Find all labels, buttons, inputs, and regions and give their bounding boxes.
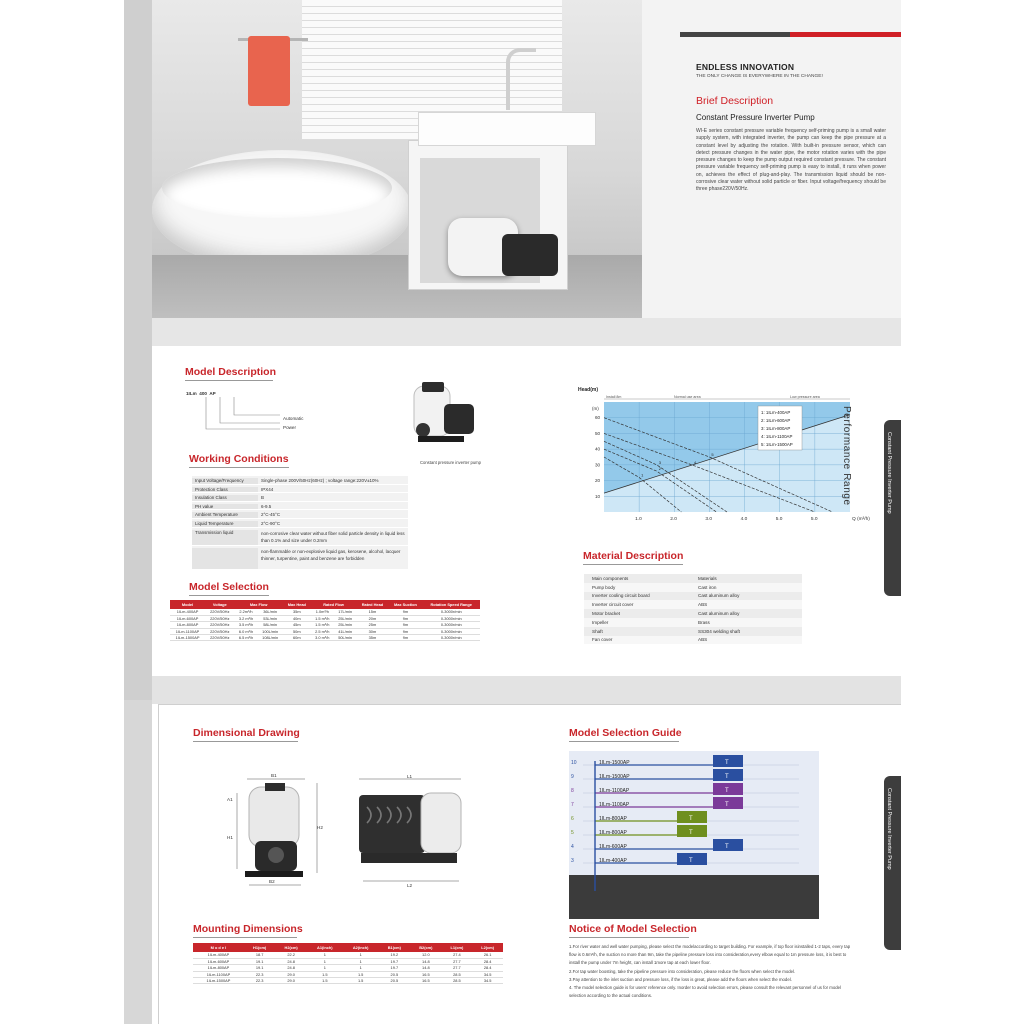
side-tab-upper[interactable] <box>884 420 901 596</box>
material-value: SS304 welding shaft <box>698 628 740 634</box>
guide-floor-number: 8 <box>571 788 574 794</box>
table-cell: 1ILm-400AP <box>170 609 205 615</box>
row-key: Input Voltage/Frequency <box>192 478 258 484</box>
performance-chart-svg <box>576 382 870 542</box>
col-voltage: Voltage <box>205 600 234 609</box>
table-cell: 35m <box>356 635 388 641</box>
chart-series-id: 2 <box>658 466 661 472</box>
table-cell: 22.3 <box>244 978 276 984</box>
chart-x-tick: 1.0 <box>635 517 642 522</box>
mounting-dimensions-table <box>193 943 503 984</box>
table-cell: 30m <box>356 628 388 634</box>
table-cell: 20.5 <box>379 978 411 984</box>
guide-tank-glyph: T <box>725 788 729 794</box>
notice-line: install the pump under 7m height, can install 1more tap at each lower floor. <box>569 960 711 966</box>
table-row <box>584 627 802 636</box>
guide-floor-number: 10 <box>571 760 577 766</box>
chart-legend-entry: 3: 1ILm-800AP <box>761 426 791 431</box>
dim-label-l2: L2 <box>407 883 413 888</box>
table-row <box>192 476 408 485</box>
table-cell: 14.8 <box>410 958 442 964</box>
label-automatic: Automatic <box>283 416 304 421</box>
table-cell: 12.0 <box>410 952 442 958</box>
table-cell: 24.8 <box>275 965 307 971</box>
table-header-cell: A1(inch) <box>307 943 343 952</box>
model-code-diagram <box>200 397 290 435</box>
table-cell: 45m <box>283 622 311 628</box>
title-underline <box>193 741 298 742</box>
title-underline <box>189 467 289 468</box>
table-cell: 19.1 <box>244 965 276 971</box>
table-cell: 1.0m³/h <box>311 609 334 615</box>
table-cell: 16.5 <box>410 971 442 977</box>
model-code: 1ILm 400 AP <box>186 391 216 396</box>
table-row <box>192 519 408 528</box>
table-cell: 19.7 <box>379 965 411 971</box>
guide-model-label: 1ILm-800AP <box>599 816 627 822</box>
title-underline <box>185 380 273 381</box>
table-cell: 9m <box>388 622 422 628</box>
table-row <box>584 583 802 592</box>
guide-model-label: 1ILm-1500AP <box>599 760 630 766</box>
table-row <box>170 635 480 641</box>
guide-tank-glyph: T <box>689 830 693 836</box>
title-underline <box>189 595 269 596</box>
row-key: Ambient Temperature <box>192 512 258 518</box>
table-cell: 34.5 <box>472 978 503 984</box>
table-row <box>192 510 408 519</box>
table-cell: 220V/50Hz <box>205 615 234 621</box>
table-cell: 15m <box>356 609 388 615</box>
dim-label-b1: B1 <box>271 773 277 778</box>
table-cell: 1ILm-800AP <box>170 622 205 628</box>
table-cell: 100L/min <box>258 628 283 634</box>
intro-text-block <box>696 62 886 194</box>
guide-floor-number: 6 <box>571 816 574 822</box>
table-cell: 1ILm-800AP <box>193 965 244 971</box>
table-header-cell: M o d e l <box>193 943 244 952</box>
table-cell: 220V/50Hz <box>205 609 234 615</box>
table-cell: 25L/min <box>334 615 357 621</box>
guide-model-label: 1ILm-800AP <box>599 830 627 836</box>
table-cell: 25L/min <box>334 622 357 628</box>
table-cell: 1ILm-600AP <box>170 615 205 621</box>
table-row <box>584 574 802 583</box>
side-tab-label: Constant Pressure Inverter Pump <box>886 788 892 870</box>
table-cell: 1.5 m³/h <box>311 615 334 621</box>
material-value: ABS <box>698 637 708 643</box>
notice-line: flow is 0.6m³/h, the suction no more than 9m, take the pipeline pressure loss into consideration,every elbow equal to 1m pressure loss, it is best to <box>569 952 847 958</box>
table-cell: 220V/50Hz <box>205 628 234 634</box>
table-row <box>584 618 802 627</box>
col-max-head: Max Head <box>283 600 311 609</box>
table-cell: 19.1 <box>244 958 276 964</box>
side-tab-label: Constant Pressure Inverter Pump <box>886 432 892 514</box>
model-selection-guide-title: Model Selection Guide <box>569 727 682 739</box>
table-cell: 41L/min <box>334 628 357 634</box>
material-value: Materials <box>698 575 717 581</box>
row-value: 6-9.5 <box>261 503 272 509</box>
row-key: Protection Class <box>192 487 258 493</box>
row-value: Single-phase 200V/50Hz(60Hz) ; voltage range:220V±10% <box>261 478 379 483</box>
working-conditions-title: Working Conditions <box>189 453 289 465</box>
dim-label-h2: H2 <box>317 825 323 830</box>
model-selection-body <box>170 609 480 641</box>
dim-label-h1: H1 <box>227 835 233 840</box>
pump-product-photo <box>408 382 478 460</box>
col-model: Model <box>170 600 205 609</box>
table-cell: 0-3000r/min <box>422 622 480 628</box>
table-cell: 35m <box>283 609 311 615</box>
table-cell: 1.5 m³/h <box>311 622 334 628</box>
side-view-drawing <box>355 777 465 887</box>
chart-y-unit: (m) <box>592 406 599 411</box>
material-component: Main components <box>592 575 629 581</box>
table-cell: 3.5 m³/h <box>234 622 257 628</box>
table-cell: 1 <box>343 965 379 971</box>
chart-zone-label: Low pressure area <box>790 395 820 399</box>
table-header-cell: L1(cm) <box>442 943 473 952</box>
chart-legend-entry: 5: 1ILm-1500AP <box>761 442 793 447</box>
material-component: Pump body <box>592 584 616 590</box>
selection-guide-svg <box>569 751 819 919</box>
model-selection-title: Model Selection <box>189 581 269 593</box>
guide-tank-glyph: T <box>725 760 729 766</box>
guide-model-label: 1ILm-600AP <box>599 844 627 850</box>
chart-y-tick: 60 <box>595 415 601 421</box>
table-cell: 22.3 <box>244 971 276 977</box>
table-cell: 50m <box>283 628 311 634</box>
col-rotation-speed: Rotation Speed Range <box>422 600 480 609</box>
product-title: Constant Pressure Inverter Pump <box>696 113 815 122</box>
table-cell: 1.5 <box>343 978 379 984</box>
table-cell: 25m <box>356 622 388 628</box>
title-underline <box>569 741 679 742</box>
table-cell: 16.5 <box>410 978 442 984</box>
table-cell: 108L/min <box>258 635 283 641</box>
chart-x-tick: 2.0 <box>670 517 677 522</box>
table-cell: 19.2 <box>379 952 411 958</box>
material-component: Impeller <box>592 619 609 625</box>
table-cell: 9m <box>388 635 422 641</box>
chart-y-tick: 40 <box>595 446 601 452</box>
table-cell: 17L/min <box>334 609 357 615</box>
table-cell: 53L/min <box>258 615 283 621</box>
chart-y-tick: 20 <box>595 478 601 484</box>
table-cell: 28.4 <box>472 965 503 971</box>
model-description-title: Model Description <box>185 366 277 378</box>
row-key <box>192 548 258 569</box>
table-cell: 58L/min <box>258 622 283 628</box>
col-rated-flow: Rated Flow <box>311 600 357 609</box>
material-component: Inverter cooling circuit board <box>592 593 650 599</box>
dimensional-drawing-title: Dimensional Drawing <box>193 727 300 739</box>
accent-bar-dark <box>680 32 790 37</box>
table-row <box>192 502 408 511</box>
brief-description-label: Brief Description <box>696 95 774 107</box>
guide-tank-glyph: T <box>725 774 729 780</box>
table-header-cell: L2(cm) <box>472 943 503 952</box>
table-cell: 0-3000r/min <box>422 628 480 634</box>
chart-x-tick: 5.0 <box>775 517 783 522</box>
material-table <box>584 574 802 644</box>
notice-line: 1.For river water and well water pumping, please select the modelaccording to target building. For example, if top floor isinstalled 1-2 taps, every tap <box>569 944 851 949</box>
performance-range-title: Performance Range <box>841 406 852 506</box>
row-key: Liquid Temperature <box>192 521 258 527</box>
tagline: THE ONLY CHANGE IS EVERYWHERE IN THE CHANGE! <box>696 74 823 79</box>
row-value: non-corrosive clear water without fiber solid particle density in liquid less than 0.1% and size under 0.2mm <box>261 530 405 544</box>
table-cell: 9m <box>388 609 422 615</box>
wash-basin <box>418 112 596 146</box>
brief-description-body: WI-E series constant pressure variable frequency self-priming pump is a small water supply system, with integrated inverter, the pump can keep the pipe pressure at a constant level by adjusting the rotation. With built-in pressure sensor, which can detect pressure changes in the water pipe, the motor rotation varies with the pipe pressure changes to keep the pump output required constant pressure. The constant pressure variable frequency self-priming pump is easy to install, it runs when power on, achieves the effect of plug-and-play. The transmission liquid should be non-corrosive clear water without solid particle or fiber. Input voltage/frequency should be three phase220V/50Hz. <box>696 128 886 193</box>
table-cell: 9m <box>388 615 422 621</box>
notice-line: selection according to the actual conditions. <box>569 993 653 999</box>
table-cell: 2.2m³/h <box>234 609 257 615</box>
guide-floor-number: 9 <box>571 774 574 780</box>
table-cell: 36L/min <box>258 609 283 615</box>
table-cell: 1 <box>307 958 343 964</box>
table-cell: 50L/min <box>334 635 357 641</box>
dim-label-a2: A2 <box>279 782 285 787</box>
table-cell: 1ILm-1500AP <box>170 635 205 641</box>
table-cell: 9m <box>388 628 422 634</box>
faucet <box>506 48 536 110</box>
mounting-dimensions-body <box>193 952 503 984</box>
chart-y-tick: 50 <box>595 430 601 436</box>
row-value: non-flammable or non-explosive liquid gas, kerosene, alcohol, lacquer thinner, turpentine, paint and benzene are forbidden <box>261 548 401 562</box>
performance-chart <box>576 382 870 542</box>
col-max-flow: Max Flow <box>234 600 282 609</box>
row-value: 2°C-45°C <box>261 512 281 518</box>
col-rated-head: Rated Head <box>356 600 388 609</box>
guide-model-label: 1ILm-1100AP <box>599 788 630 794</box>
guide-floor-number: 5 <box>571 830 574 836</box>
bathtub-inner <box>162 158 392 218</box>
table-header-cell: A2(inch) <box>343 943 379 952</box>
title-underline <box>193 937 297 938</box>
guide-tank-glyph: T <box>689 816 693 822</box>
page-intro <box>152 0 901 318</box>
title-underline <box>569 937 689 938</box>
notice-line: 2.For tap water boosting, take the pipeline pressure into consideration, please reduce the floors when select the model. <box>569 968 796 974</box>
table-row <box>584 609 802 618</box>
table-cell: 29.0 <box>275 978 307 984</box>
table-cell: 6.5 m³/h <box>234 635 257 641</box>
guide-tank-glyph: T <box>725 844 729 850</box>
table-header-cell: B2(cm) <box>410 943 442 952</box>
material-component: Motor bracket <box>592 611 621 617</box>
headline: ENDLESS INNOVATION <box>696 62 795 72</box>
table-cell: 20.5 <box>379 971 411 977</box>
table-cell: 0-3000r/min <box>422 615 480 621</box>
guide-model-label: 1ILm-1100AP <box>599 802 630 808</box>
table-cell: 60m <box>283 635 311 641</box>
table-header-cell: H1(cm) <box>244 943 276 952</box>
guide-ground <box>569 875 819 919</box>
notice-body <box>569 943 873 1000</box>
table-cell: 27.7 <box>442 965 473 971</box>
chart-zone-label: Normal use area <box>674 395 701 399</box>
left-gutter-lower <box>124 700 152 1024</box>
guide-model-label: 1ILm-400AP <box>599 858 627 864</box>
material-value: ABS <box>698 602 708 608</box>
table-cell: 1 <box>343 952 379 958</box>
guide-floor-number: 7 <box>571 802 574 808</box>
model-selection-table <box>170 600 480 641</box>
table-cell: 220V/50Hz <box>205 622 234 628</box>
chart-legend-entry: 4: 1ILm-1100AP <box>761 434 793 439</box>
chart-x-tick: 5.0 <box>810 517 818 522</box>
table-cell: 1ILm-600AP <box>193 958 244 964</box>
row-value: 2°C-90°C <box>261 520 281 526</box>
table-cell: 22.2 <box>275 952 307 958</box>
table-cell: 20m <box>356 615 388 621</box>
guide-floor-number: 4 <box>571 844 574 850</box>
material-description-title: Material Description <box>583 550 684 562</box>
material-value: Cast iron <box>698 584 717 590</box>
row-key: Insulation Class <box>192 495 258 501</box>
chart-zone-label: Install 8m <box>606 395 622 399</box>
table-cell: 1ILm-1100AP <box>170 628 205 634</box>
row-value: B <box>261 495 265 501</box>
notice-title: Notice of Model Selection <box>569 923 697 935</box>
mounting-dimensions-title: Mounting Dimensions <box>193 923 303 935</box>
page-separator <box>152 318 901 346</box>
table-row <box>192 528 408 546</box>
dim-label-b2: B2 <box>269 879 275 884</box>
chart-series-id: 1 <box>641 472 644 478</box>
table-cell: 34.5 <box>472 971 503 977</box>
chart-xlabel: Q (m³/h) <box>852 517 870 522</box>
table-cell: 1.5 <box>343 971 379 977</box>
material-value: Cast aluminum alloy <box>698 593 740 599</box>
table-cell: 1 <box>307 952 343 958</box>
table-cell: 1 <box>343 958 379 964</box>
guide-model-label: 1ILm-1500AP <box>599 774 630 780</box>
table-cell: 19.7 <box>379 958 411 964</box>
table-row <box>584 600 802 609</box>
row-value: IPX44 <box>261 486 274 492</box>
notice-line: 3.Pay attention to the inlet suction and pressure loss, if the loss is great, please add the floors when select the model. <box>569 976 792 982</box>
pump-photo-motor <box>502 234 558 276</box>
table-cell: 18.7 <box>244 952 276 958</box>
table-cell: 1ILm-1100AP <box>193 971 244 977</box>
table-cell: 28.4 <box>472 958 503 964</box>
table-cell: 29.0 <box>275 971 307 977</box>
table-cell: 24.8 <box>275 958 307 964</box>
material-component: Shaft <box>592 628 603 634</box>
pump-photo-caption: Constant pressure inverter pump <box>420 460 481 465</box>
table-cell: 3.0 m³/h <box>311 635 334 641</box>
guide-floor-number: 3 <box>571 858 574 864</box>
table-cell: 6.0 m³/h <box>234 628 257 634</box>
material-component: Inverter circuit cover <box>592 602 634 608</box>
row-key: Transmission liquid <box>192 530 258 545</box>
table-cell: 2.5 m³/h <box>311 628 334 634</box>
chart-legend-entry: 1: 1ILm-400AP <box>761 410 791 415</box>
table-row <box>584 636 802 645</box>
chart-series-id: 3 <box>658 459 661 465</box>
table-cell: 220V/50Hz <box>205 635 234 641</box>
material-value: Cast aluminum alloy <box>698 611 740 617</box>
table-header-cell: H2(cm) <box>275 943 307 952</box>
working-conditions-table <box>192 476 408 570</box>
chart-y-tick: 10 <box>595 493 601 499</box>
side-tab-lower[interactable] <box>884 776 901 950</box>
table-cell: 26.1 <box>472 952 503 958</box>
table-header-cell: B1(cm) <box>379 943 411 952</box>
material-value: Brass <box>698 619 710 625</box>
guide-tank-glyph: T <box>725 802 729 808</box>
table-header-row <box>170 600 480 609</box>
notice-line: 4. The model selection guide is for users' reference only. Inorder to avoid selection errors, please consult the relevant personnel of us for model <box>569 985 841 991</box>
table-cell: 14.8 <box>410 965 442 971</box>
chart-x-tick: 3.0 <box>705 517 713 522</box>
guide-tank-glyph: T <box>689 858 693 864</box>
chart-legend-entry: 2: 1ILm-600AP <box>761 418 791 423</box>
chart-ylabel: Head(m) <box>578 387 599 393</box>
chart-series-id: 5 <box>711 452 714 457</box>
page-separator <box>152 676 901 704</box>
chart-x-tick: 4.0 <box>740 517 748 522</box>
table-cell: 1ILm-400AP <box>193 952 244 958</box>
title-underline <box>583 564 683 565</box>
table-row <box>192 493 408 502</box>
chart-y-tick: 30 <box>595 462 601 468</box>
table-cell: 28.5 <box>442 978 473 984</box>
table-row <box>192 546 408 570</box>
table-cell: 1.5 <box>307 978 343 984</box>
front-view-drawing <box>227 773 327 891</box>
table-cell: 28.5 <box>442 971 473 977</box>
col-max-suction: Max Suction <box>388 600 422 609</box>
table-cell: 40m <box>283 615 311 621</box>
table-header-row <box>193 943 503 952</box>
table-cell: 0-3000r/min <box>422 609 480 615</box>
table-cell: 27.7 <box>442 958 473 964</box>
table-cell: 1 <box>307 965 343 971</box>
material-component: Fan cover <box>592 637 613 643</box>
table-cell: 3.2 m³/h <box>234 615 257 621</box>
table-cell: 1ILm-1500AP <box>193 978 244 984</box>
table-row <box>584 592 802 601</box>
label-power: Power <box>283 425 297 430</box>
chart-series-id: 4 <box>693 459 697 465</box>
table-row <box>193 978 503 984</box>
table-cell: 27.4 <box>442 952 473 958</box>
selection-guide-graphic <box>569 751 819 919</box>
table-row <box>192 485 408 494</box>
dim-label-l1: L1 <box>407 774 413 779</box>
floor <box>152 255 642 318</box>
row-key: PH value <box>192 504 258 510</box>
table-cell: 1.5 <box>307 971 343 977</box>
table-cell: 0-3000r/min <box>422 635 480 641</box>
towel <box>248 36 290 106</box>
page-specifications <box>152 346 901 676</box>
page-dimensions <box>158 704 901 1024</box>
dim-label-a1: A1 <box>227 797 233 802</box>
